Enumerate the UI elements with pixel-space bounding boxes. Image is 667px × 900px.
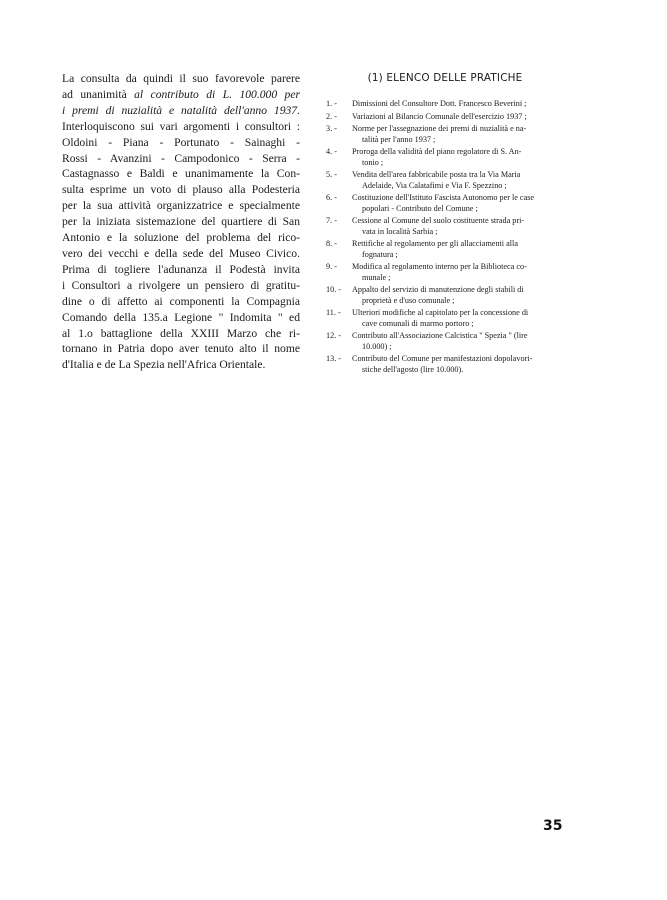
body-line-text: vero dei vecchi e della sede del Museo Civico. (62, 246, 300, 260)
practice-text-line: Vendita dell'area fabbricabile posta tra la Via Maria (352, 170, 521, 180)
practice-item (326, 262, 564, 283)
practice-text-line: Costituzione dell'Istituto Fascista Autonomo per le case (352, 193, 535, 203)
body-text-column (62, 71, 300, 373)
practice-number: 12. - (326, 331, 342, 341)
practice-text-line: 10.000) ; (362, 341, 392, 351)
practice-text-line: Contributo all'Associazione Calcistica " Spezia " (lire (352, 331, 528, 341)
practice-number: 11. - (326, 308, 341, 318)
practice-number: 13. - (326, 354, 342, 364)
body-line-text: Interloquiscono sui vari argomenti i consultori : (62, 119, 300, 133)
practice-text (352, 239, 564, 260)
practice-text (352, 285, 564, 306)
practice-text (352, 124, 564, 145)
practice-number: 6. - (326, 193, 337, 203)
practice-item (326, 170, 564, 191)
body-line (62, 357, 300, 373)
practice-item (326, 193, 564, 214)
practice-text-line: popolari - Contributo del Comune ; (362, 203, 478, 213)
body-line (62, 166, 300, 182)
practice-text (352, 354, 564, 375)
practice-text-line: Cessione al Comune del suolo costituente strada pri- (352, 216, 525, 226)
practice-text-line: fognatura ; (362, 249, 398, 259)
body-line-text: dine o di affetto ai componenti la Compagnia (62, 294, 300, 308)
practice-number: 4. - (326, 147, 337, 157)
practice-number: 10. - (326, 285, 342, 295)
body-line (62, 230, 300, 246)
practice-item (326, 112, 564, 122)
body-line-text: d'Italia e de La Spezia nell'Africa Orientale. (62, 358, 266, 372)
body-line-italic: al contributo di L. 100.000 per (134, 87, 300, 101)
practice-number: 7. - (326, 216, 337, 226)
body-line-text: per la sua attività organizzatrice e specialmente (62, 199, 300, 213)
practice-text-line: Adelaide, Via Calatafimi e Via F. Spezzino ; (362, 180, 507, 190)
practice-number: 9. - (326, 262, 337, 272)
practice-item (326, 99, 564, 109)
body-line-text: La consulta da quindi il suo favorevole parere (62, 72, 300, 85)
practice-text (352, 170, 564, 191)
practice-text (352, 331, 564, 352)
body-line (62, 341, 300, 357)
practice-text-line: proprietà e d'uso comunale ; (362, 295, 455, 305)
practice-text (352, 216, 564, 237)
body-line (62, 262, 300, 278)
practice-text-line: Ulteriori modifiche al capitolato per la concessione di (352, 308, 529, 318)
practice-text (352, 262, 564, 283)
body-line-text: ad unanimità (62, 87, 135, 101)
body-line-text: Rossi - Avanzini - Campodonico - Serra - (62, 151, 300, 165)
practice-text-line: Norme per l'assegnazione dei premi di nuzialità e na- (352, 124, 527, 134)
practice-text (352, 308, 564, 329)
body-line (62, 151, 300, 167)
body-line-text: Castagnasso e Baldi e unanimamente la Con- (62, 167, 300, 181)
page-number: 35 (543, 818, 563, 834)
body-line (62, 310, 300, 326)
body-line-text: per la iniziata sistemazione del quartiere di San (62, 215, 300, 229)
body-line-text: Oldoini - Piana - Portunato - Sainaghi - (62, 135, 300, 149)
body-line (62, 198, 300, 214)
body-line-text: Prima di togliere l'adunanza il Podestà invita (62, 262, 300, 276)
body-line-italic: i premi di nuzialità e natalità dell'anno 1937. (62, 103, 300, 117)
practice-text-line: talità per l'anno 1937 ; (362, 134, 436, 144)
practice-text-line: stiche dell'agosto (lire 10.000). (362, 364, 464, 374)
body-line (62, 71, 300, 87)
practices-list (326, 99, 564, 375)
practice-text (352, 99, 564, 109)
body-line (62, 87, 300, 103)
practice-number: 5. - (326, 170, 337, 180)
practice-number: 3. - (326, 124, 337, 134)
practice-text (352, 193, 564, 214)
practice-text-line: Dimissioni del Consultore Dott. Francesco Beverini ; (352, 99, 527, 108)
practice-text-line: Modifica al regolamento interno per la Biblioteca co- (352, 262, 527, 272)
practice-item (326, 147, 564, 168)
body-line-text: al 1.o battaglione della XXIII Marzo che ri- (62, 326, 300, 340)
body-line (62, 119, 300, 135)
practice-text-line: vata in località Sarbia ; (362, 226, 438, 236)
body-line (62, 182, 300, 198)
body-line-text: sulta esprime un voto di plauso alla Podesteria (62, 183, 300, 197)
practice-text-line: tonio ; (362, 157, 384, 167)
practice-number: 1. - (326, 99, 337, 108)
body-line (62, 135, 300, 151)
body-line-text: i Consultori a rivolgere un pensiero di gratitu- (62, 278, 300, 292)
practices-title: (1) ELENCO DELLE PRATICHE (367, 72, 523, 84)
practice-text-line: Variazioni al Bilancio Comunale dell'esercizio 1937 ; (352, 111, 527, 121)
practice-item (326, 285, 564, 306)
practice-text (352, 112, 564, 122)
practices-column (326, 72, 564, 377)
body-line (62, 214, 300, 230)
practice-text (352, 147, 564, 168)
practice-item (326, 331, 564, 352)
body-line (62, 278, 300, 294)
body-line (62, 326, 300, 342)
practice-number: 2. - (326, 111, 337, 121)
practice-text-line: Rettifiche al regolamento per gli allacciamenti alla (352, 239, 518, 249)
practice-text-line: Contributo del Comune per manifestazioni dopolavori- (352, 354, 533, 364)
body-line-text: Antonio e la soluzione del problema del rico- (62, 231, 300, 245)
body-line-text: Comando della 135.a Legione " Indomita " ed (62, 310, 300, 324)
practice-item (326, 216, 564, 237)
practice-item (326, 354, 564, 375)
body-line-text: tornano in Patria dopo aver tenuto alto il nome (62, 342, 300, 356)
practice-item (326, 308, 564, 329)
practice-text-line: Appalto del servizio di manutenzione degli stabili di (352, 285, 524, 295)
practice-item (326, 239, 564, 260)
body-line (62, 294, 300, 310)
practice-text-line: munale ; (362, 272, 391, 282)
practice-number: 8. - (326, 239, 337, 249)
practice-item (326, 124, 564, 145)
practice-text-line: Proroga della validità del piano regolatore di S. An- (352, 147, 522, 157)
body-line (62, 103, 300, 119)
body-line (62, 246, 300, 262)
practice-text-line: cave comunali di marmo portoro ; (362, 318, 474, 328)
